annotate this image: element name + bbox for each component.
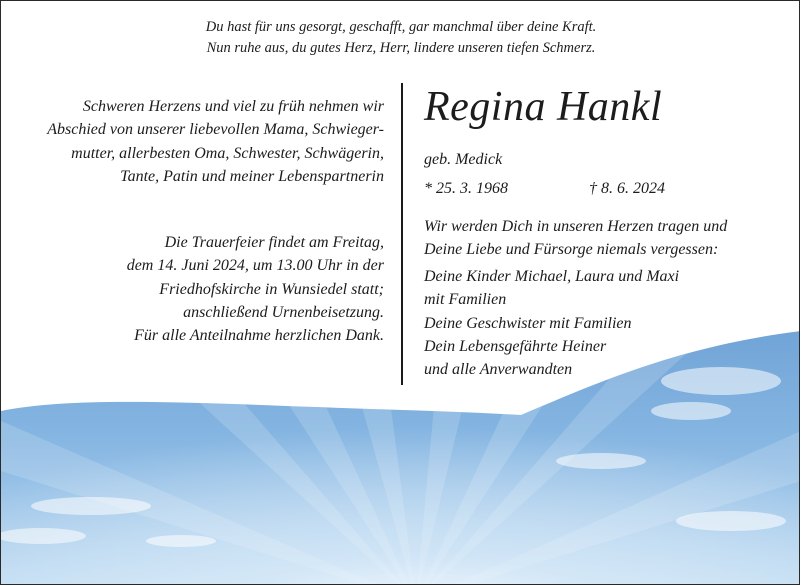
service-line: Friedhofskirche in Wunsiedel statt;: [159, 280, 384, 298]
death-date: † 8. 6. 2024: [589, 180, 665, 197]
service-line: anschließend Urnenbeisetzung.: [183, 303, 384, 321]
intro-line: Schweren Herzens und viel zu früh nehmen wir: [82, 98, 384, 115]
motto-line: Du hast für uns gesorgt, geschafft, gar manchmal über deine Kraft.: [205, 19, 597, 35]
service-line: dem 14. Juni 2024, um 13.00 Uhr in der: [126, 257, 384, 275]
motto-verse: [1, 17, 800, 59]
column-divider: [401, 83, 403, 385]
service-line: Die Trauerfeier findet am Freitag,: [164, 234, 384, 251]
service-text: [127, 231, 384, 347]
mourner-line: Deine Geschwister mit Familien: [424, 314, 632, 332]
mourner-line: mit Familien: [424, 291, 507, 309]
closing-text: [424, 215, 727, 262]
deceased-name: Regina Hankl: [424, 84, 663, 130]
mourner-line: Deine Kinder Michael, Laura und Maxi: [424, 268, 680, 285]
motto-line: Nun ruhe aus, du gutes Herz, Herr, lindere unseren tiefen Schmerz.: [206, 40, 596, 56]
birth-name: geb. Medick: [424, 151, 503, 168]
intro-line: mutter, allerbesten Oma, Schwester, Schwägerin,: [71, 144, 384, 162]
mourner-line: und alle Anverwandten: [424, 361, 573, 379]
intro-line: Abschied von unserer liebevollen Mama, Schwieger-: [47, 121, 384, 139]
life-dates: [424, 177, 665, 200]
service-line: Für alle Anteilnahme herzlichen Dank.: [134, 327, 384, 345]
birth-date: * 25. 3. 1968: [424, 180, 508, 197]
mourners-list: [424, 265, 679, 381]
closing-line: Deine Liebe und Fürsorge niemals vergessen:: [424, 241, 719, 259]
mourner-line: Dein Lebensgefährte Heiner: [424, 337, 607, 355]
closing-line: Wir werden Dich in unseren Herzen tragen und: [424, 218, 728, 235]
intro-line: Tante, Patin und meiner Lebenspartnerin: [120, 167, 384, 185]
intro-text: [47, 95, 384, 188]
